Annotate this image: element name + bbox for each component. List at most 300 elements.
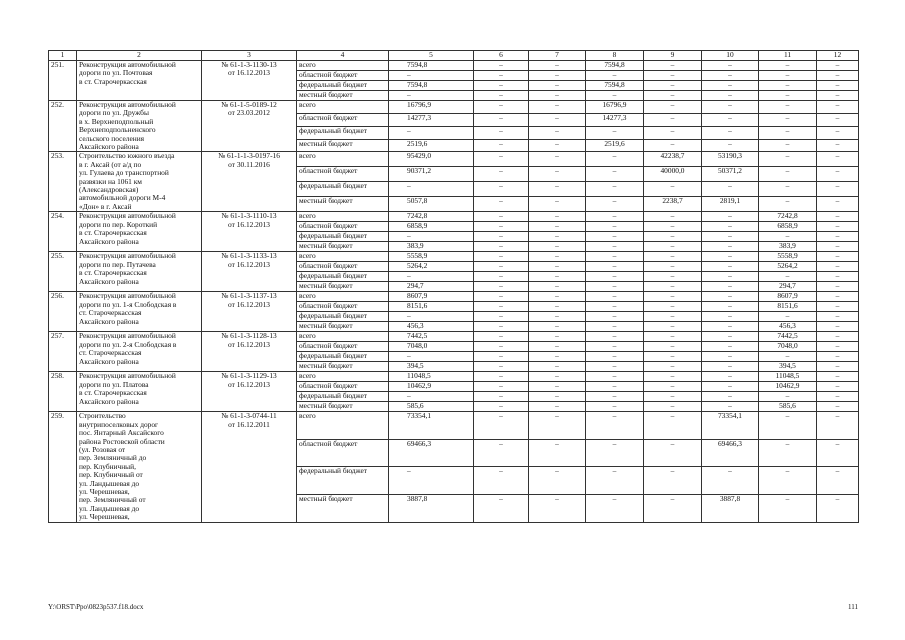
amount-cell: – [529, 342, 586, 352]
row-number: 251. [49, 61, 77, 101]
amount-cell: 53190,3 [702, 152, 759, 167]
amount-cell: – [759, 91, 817, 101]
amount-cell: 16796,9 [389, 101, 474, 114]
amount-cell: – [586, 242, 644, 252]
amount-cell: – [474, 312, 529, 322]
amount-cell: – [474, 322, 529, 332]
document-reference: № 61-1-3-1133-13 от 16.12.2013 [202, 252, 297, 292]
amount-cell: – [817, 212, 859, 222]
amount-cell: – [389, 467, 474, 495]
document-reference: № 61-1-3-1137-13 от 16.12.2013 [202, 292, 297, 332]
amount-cell: – [586, 232, 644, 242]
amount-cell: – [702, 392, 759, 402]
amount-cell: – [474, 494, 529, 522]
amount-cell: – [702, 139, 759, 152]
amount-cell: – [474, 332, 529, 342]
amount-cell: – [529, 232, 586, 242]
amount-cell: – [644, 252, 702, 262]
amount-cell: – [759, 61, 817, 71]
amount-cell: – [586, 197, 644, 212]
amount-cell: – [644, 392, 702, 402]
amount-cell: – [529, 272, 586, 282]
amount-cell: – [644, 182, 702, 197]
amount-cell: – [529, 302, 586, 312]
amount-cell: 14277,3 [586, 113, 644, 126]
amount-cell: – [389, 91, 474, 101]
amount-cell: – [644, 439, 702, 467]
amount-cell: – [817, 126, 859, 139]
amount-cell: – [586, 312, 644, 322]
funding-source: местный бюджет [297, 197, 389, 212]
column-header: 8 [586, 51, 644, 61]
amount-cell: – [702, 182, 759, 197]
amount-cell: 585,6 [389, 402, 474, 412]
amount-cell: – [644, 372, 702, 382]
amount-cell: – [474, 292, 529, 302]
amount-cell: 73354,1 [389, 412, 474, 440]
amount-cell: – [644, 212, 702, 222]
amount-cell: – [586, 152, 644, 167]
amount-cell: – [817, 312, 859, 322]
amount-cell: – [586, 322, 644, 332]
amount-cell: – [474, 372, 529, 382]
amount-cell: – [644, 222, 702, 232]
amount-cell: – [644, 272, 702, 282]
amount-cell: 40000,0 [644, 167, 702, 182]
amount-cell: 585,6 [759, 402, 817, 412]
amount-cell: – [817, 362, 859, 372]
amount-cell: – [529, 332, 586, 342]
amount-cell: 7048,0 [389, 342, 474, 352]
amount-cell: 50371,2 [702, 167, 759, 182]
amount-cell: – [702, 402, 759, 412]
funding-source: всего [297, 372, 389, 382]
funding-source: всего [297, 152, 389, 167]
amount-cell: – [586, 126, 644, 139]
amount-cell: – [586, 332, 644, 342]
amount-cell: 5057,8 [389, 197, 474, 212]
amount-cell: – [817, 81, 859, 91]
row-number: 258. [49, 372, 77, 412]
amount-cell: – [529, 372, 586, 382]
amount-cell: – [644, 332, 702, 342]
amount-cell: – [586, 222, 644, 232]
column-header: 2 [77, 51, 202, 61]
amount-cell: – [759, 197, 817, 212]
amount-cell: 73354,1 [702, 412, 759, 440]
amount-cell: 7442,5 [759, 332, 817, 342]
amount-cell: – [644, 342, 702, 352]
amount-cell: 294,7 [389, 282, 474, 292]
amount-cell: 14277,3 [389, 113, 474, 126]
amount-cell: – [759, 139, 817, 152]
amount-cell: – [529, 61, 586, 71]
funding-source: федеральный бюджет [297, 232, 389, 242]
amount-cell: – [529, 322, 586, 332]
amount-cell: – [644, 402, 702, 412]
amount-cell: – [759, 467, 817, 495]
amount-cell: 69466,3 [702, 439, 759, 467]
amount-cell: – [644, 467, 702, 495]
amount-cell: – [586, 402, 644, 412]
amount-cell: – [474, 392, 529, 402]
amount-cell: – [529, 91, 586, 101]
amount-cell: – [529, 352, 586, 362]
amount-cell: – [817, 412, 859, 440]
amount-cell: – [529, 312, 586, 322]
amount-cell: – [644, 232, 702, 242]
amount-cell: – [474, 126, 529, 139]
amount-cell: – [586, 352, 644, 362]
row-number: 254. [49, 212, 77, 252]
amount-cell: – [702, 282, 759, 292]
amount-cell: – [586, 272, 644, 282]
funding-source: областной бюджет [297, 302, 389, 312]
amount-cell: – [702, 372, 759, 382]
amount-cell: 7442,5 [389, 332, 474, 342]
amount-cell: – [474, 222, 529, 232]
amount-cell: – [474, 101, 529, 114]
amount-cell: – [474, 182, 529, 197]
amount-cell: – [529, 262, 586, 272]
document-reference: № 61-1-3-1128-13 от 16.12.2013 [202, 332, 297, 372]
amount-cell: 7242,8 [759, 212, 817, 222]
amount-cell: – [529, 282, 586, 292]
amount-cell: 6858,9 [759, 222, 817, 232]
funding-source: областной бюджет [297, 167, 389, 182]
funding-source: местный бюджет [297, 282, 389, 292]
amount-cell: – [586, 71, 644, 81]
amount-cell: – [474, 352, 529, 362]
funding-source: областной бюджет [297, 439, 389, 467]
amount-cell: – [759, 71, 817, 81]
amount-cell: – [759, 272, 817, 282]
column-header: 3 [202, 51, 297, 61]
amount-cell: – [474, 402, 529, 412]
amount-cell: – [474, 412, 529, 440]
table-row [49, 61, 859, 71]
amount-cell: – [817, 182, 859, 197]
amount-cell: – [474, 242, 529, 252]
amount-cell: – [474, 382, 529, 392]
amount-cell: – [759, 167, 817, 182]
amount-cell: 90371,2 [389, 167, 474, 182]
amount-cell: – [529, 392, 586, 402]
table-body [49, 61, 859, 523]
amount-cell: 7594,8 [389, 61, 474, 71]
page-number: 111 [848, 603, 858, 611]
amount-cell: – [389, 272, 474, 282]
amount-cell: – [644, 302, 702, 312]
amount-cell: – [702, 352, 759, 362]
funding-source: местный бюджет [297, 242, 389, 252]
funding-source: областной бюджет [297, 382, 389, 392]
amount-cell: – [644, 101, 702, 114]
amount-cell: – [702, 262, 759, 272]
funding-source: местный бюджет [297, 139, 389, 152]
amount-cell: 7594,8 [586, 81, 644, 91]
amount-cell: 3887,8 [389, 494, 474, 522]
amount-cell: – [529, 81, 586, 91]
amount-cell: 5558,9 [389, 252, 474, 262]
amount-cell: 6858,9 [389, 222, 474, 232]
funding-source: федеральный бюджет [297, 392, 389, 402]
funding-source: местный бюджет [297, 91, 389, 101]
amount-cell: – [644, 292, 702, 302]
amount-cell: – [474, 139, 529, 152]
object-name: Реконструкция автомобильной дороги по ул. 2-я Слободская в ст. Старочеркасская Аксайского района [77, 332, 202, 372]
funding-source: областной бюджет [297, 113, 389, 126]
amount-cell: 383,9 [389, 242, 474, 252]
amount-cell: – [817, 302, 859, 312]
amount-cell: – [644, 91, 702, 101]
funding-source: областной бюджет [297, 342, 389, 352]
table-row [49, 292, 859, 302]
amount-cell: – [586, 252, 644, 262]
amount-cell: – [389, 232, 474, 242]
amount-cell: – [529, 139, 586, 152]
amount-cell: – [474, 152, 529, 167]
amount-cell: 294,7 [759, 282, 817, 292]
column-header: 11 [759, 51, 817, 61]
amount-cell: – [644, 322, 702, 332]
amount-cell: – [759, 101, 817, 114]
amount-cell: – [474, 197, 529, 212]
amount-cell: 95429,0 [389, 152, 474, 167]
amount-cell: – [702, 81, 759, 91]
amount-cell: – [817, 352, 859, 362]
object-name: Реконструкция автомобильной дороги по пер. Короткий в ст. Старочеркасская Аксайского района [77, 212, 202, 252]
amount-cell: – [474, 212, 529, 222]
amount-cell: 394,5 [389, 362, 474, 372]
document-reference: № 61-1-3-0744-11 от 16.12.2011 [202, 412, 297, 522]
object-name: Реконструкция автомобильной дороги по ул. Почтовая в ст. Старочеркасская [77, 61, 202, 101]
amount-cell: – [529, 382, 586, 392]
amount-cell: 5558,9 [759, 252, 817, 262]
amount-cell: – [759, 126, 817, 139]
amount-cell: 8151,6 [759, 302, 817, 312]
object-name: Реконструкция автомобильной дороги по ул. 1-я Слободская в ст. Старочеркасская Аксайского района [77, 292, 202, 332]
funding-source: всего [297, 412, 389, 440]
amount-cell: – [817, 61, 859, 71]
amount-cell: – [817, 332, 859, 342]
table-row [49, 412, 859, 440]
amount-cell: 2238,7 [644, 197, 702, 212]
funding-source: всего [297, 292, 389, 302]
amount-cell: – [759, 312, 817, 322]
amount-cell: – [644, 61, 702, 71]
amount-cell: – [702, 252, 759, 262]
amount-cell: – [817, 392, 859, 402]
funding-source: всего [297, 101, 389, 114]
amount-cell: – [474, 71, 529, 81]
amount-cell: 456,3 [389, 322, 474, 332]
amount-cell: – [702, 332, 759, 342]
amount-cell: – [389, 312, 474, 322]
amount-cell: – [586, 212, 644, 222]
column-header: 12 [817, 51, 859, 61]
document-reference: № 61-1-3-1130-13 от 16.12.2013 [202, 61, 297, 101]
amount-cell: – [702, 322, 759, 332]
table-row [49, 152, 859, 167]
amount-cell: – [529, 71, 586, 81]
funding-source: федеральный бюджет [297, 312, 389, 322]
amount-cell: – [702, 362, 759, 372]
amount-cell: – [702, 71, 759, 81]
amount-cell: – [474, 232, 529, 242]
amount-cell: – [817, 272, 859, 282]
amount-cell: – [817, 372, 859, 382]
amount-cell: – [702, 101, 759, 114]
object-name: Строительство внутрипоселковых дорог пос. Янтарный Аксайского района Ростовской области (ул. Розовая от пер. Земляничный до пер. Клубничный, пер. Клубничный от ул. Ландышевая до ул. Черешневая, пер. Земляничный от ул. Ландышевая до ул. Черешневая, [77, 412, 202, 522]
column-header: 10 [702, 51, 759, 61]
amount-cell: – [644, 412, 702, 440]
funding-source: всего [297, 61, 389, 71]
object-name: Реконструкция автомобильной дороги по пер. Путачева в ст. Старочеркасская Аксайского района [77, 252, 202, 292]
amount-cell: – [474, 91, 529, 101]
amount-cell: – [817, 342, 859, 352]
document-reference: № 61-1-3-1129-13 от 16.12.2013 [202, 372, 297, 412]
amount-cell: – [474, 167, 529, 182]
amount-cell: – [529, 402, 586, 412]
amount-cell: – [702, 242, 759, 252]
amount-cell: – [529, 182, 586, 197]
amount-cell: – [702, 292, 759, 302]
amount-cell: – [474, 467, 529, 495]
amount-cell: – [644, 126, 702, 139]
amount-cell: – [586, 342, 644, 352]
amount-cell: – [644, 312, 702, 322]
amount-cell: – [586, 91, 644, 101]
amount-cell: – [644, 71, 702, 81]
amount-cell: – [817, 402, 859, 412]
column-header: 1 [49, 51, 77, 61]
amount-cell: 8607,9 [389, 292, 474, 302]
funding-source: местный бюджет [297, 494, 389, 522]
amount-cell: – [817, 139, 859, 152]
amount-cell: – [702, 212, 759, 222]
row-number: 257. [49, 332, 77, 372]
object-name: Реконструкция автомобильной дороги по ул. Дружбы в х. Верхнеподпольный Верхнеподпольненского сельского поселения Аксайского района [77, 101, 202, 152]
funding-source: федеральный бюджет [297, 352, 389, 362]
amount-cell: – [644, 352, 702, 362]
amount-cell: 383,9 [759, 242, 817, 252]
amount-cell: – [586, 302, 644, 312]
amount-cell: 7594,8 [586, 61, 644, 71]
column-header: 6 [474, 51, 529, 61]
amount-cell: – [474, 282, 529, 292]
amount-cell: – [389, 392, 474, 402]
amount-cell: – [759, 182, 817, 197]
table-row [49, 252, 859, 262]
table-row [49, 372, 859, 382]
amount-cell: – [529, 197, 586, 212]
amount-cell: 3887,8 [702, 494, 759, 522]
amount-cell: 16796,9 [586, 101, 644, 114]
amount-cell: – [759, 232, 817, 242]
amount-cell: 2519,6 [586, 139, 644, 152]
amount-cell: – [702, 91, 759, 101]
amount-cell: 10462,9 [759, 382, 817, 392]
amount-cell: – [389, 352, 474, 362]
amount-cell: – [644, 113, 702, 126]
amount-cell: – [817, 382, 859, 392]
amount-cell: 11048,5 [759, 372, 817, 382]
funding-source: областной бюджет [297, 222, 389, 232]
amount-cell: – [586, 372, 644, 382]
amount-cell: – [586, 392, 644, 402]
amount-cell: 8151,6 [389, 302, 474, 312]
amount-cell: – [529, 101, 586, 114]
row-number: 252. [49, 101, 77, 152]
amount-cell: – [474, 439, 529, 467]
funding-source: федеральный бюджет [297, 272, 389, 282]
amount-cell: – [702, 61, 759, 71]
amount-cell: – [586, 182, 644, 197]
amount-cell: – [389, 71, 474, 81]
amount-cell: – [586, 494, 644, 522]
funding-source: областной бюджет [297, 71, 389, 81]
funding-source: федеральный бюджет [297, 467, 389, 495]
document-reference: № 61-1-1-3-0197-16 от 30.11.2016 [202, 152, 297, 212]
row-number: 253. [49, 152, 77, 212]
table-row [49, 101, 859, 114]
table-row [49, 212, 859, 222]
amount-cell: – [474, 113, 529, 126]
amount-cell: – [586, 262, 644, 272]
amount-cell: 2519,6 [389, 139, 474, 152]
amount-cell: – [702, 272, 759, 282]
amount-cell: – [702, 302, 759, 312]
amount-cell: – [529, 362, 586, 372]
amount-cell: – [702, 467, 759, 495]
amount-cell: – [529, 126, 586, 139]
amount-cell: 10462,9 [389, 382, 474, 392]
amount-cell: 42238,7 [644, 152, 702, 167]
amount-cell: – [702, 113, 759, 126]
amount-cell: – [644, 494, 702, 522]
amount-cell: – [474, 81, 529, 91]
amount-cell: 5264,2 [759, 262, 817, 272]
amount-cell: – [644, 262, 702, 272]
amount-cell: – [474, 302, 529, 312]
amount-cell: – [817, 101, 859, 114]
row-number: 255. [49, 252, 77, 292]
amount-cell: 5264,2 [389, 262, 474, 272]
funding-source: всего [297, 212, 389, 222]
budget-table-sheet [48, 50, 858, 523]
amount-cell: – [702, 382, 759, 392]
document-reference: № 61-1-5-0189-12 от 23.03.2012 [202, 101, 297, 152]
funding-source: местный бюджет [297, 402, 389, 412]
amount-cell: – [644, 242, 702, 252]
amount-cell: – [817, 91, 859, 101]
amount-cell: – [474, 272, 529, 282]
funding-source: федеральный бюджет [297, 126, 389, 139]
amount-cell: – [644, 81, 702, 91]
funding-source: областной бюджет [297, 262, 389, 272]
amount-cell: 394,5 [759, 362, 817, 372]
header-row [49, 51, 859, 61]
amount-cell: – [817, 152, 859, 167]
amount-cell: – [529, 439, 586, 467]
amount-cell: – [586, 292, 644, 302]
funding-source: федеральный бюджет [297, 81, 389, 91]
amount-cell: – [817, 494, 859, 522]
column-header: 9 [644, 51, 702, 61]
amount-cell: – [817, 292, 859, 302]
amount-cell: – [759, 352, 817, 362]
